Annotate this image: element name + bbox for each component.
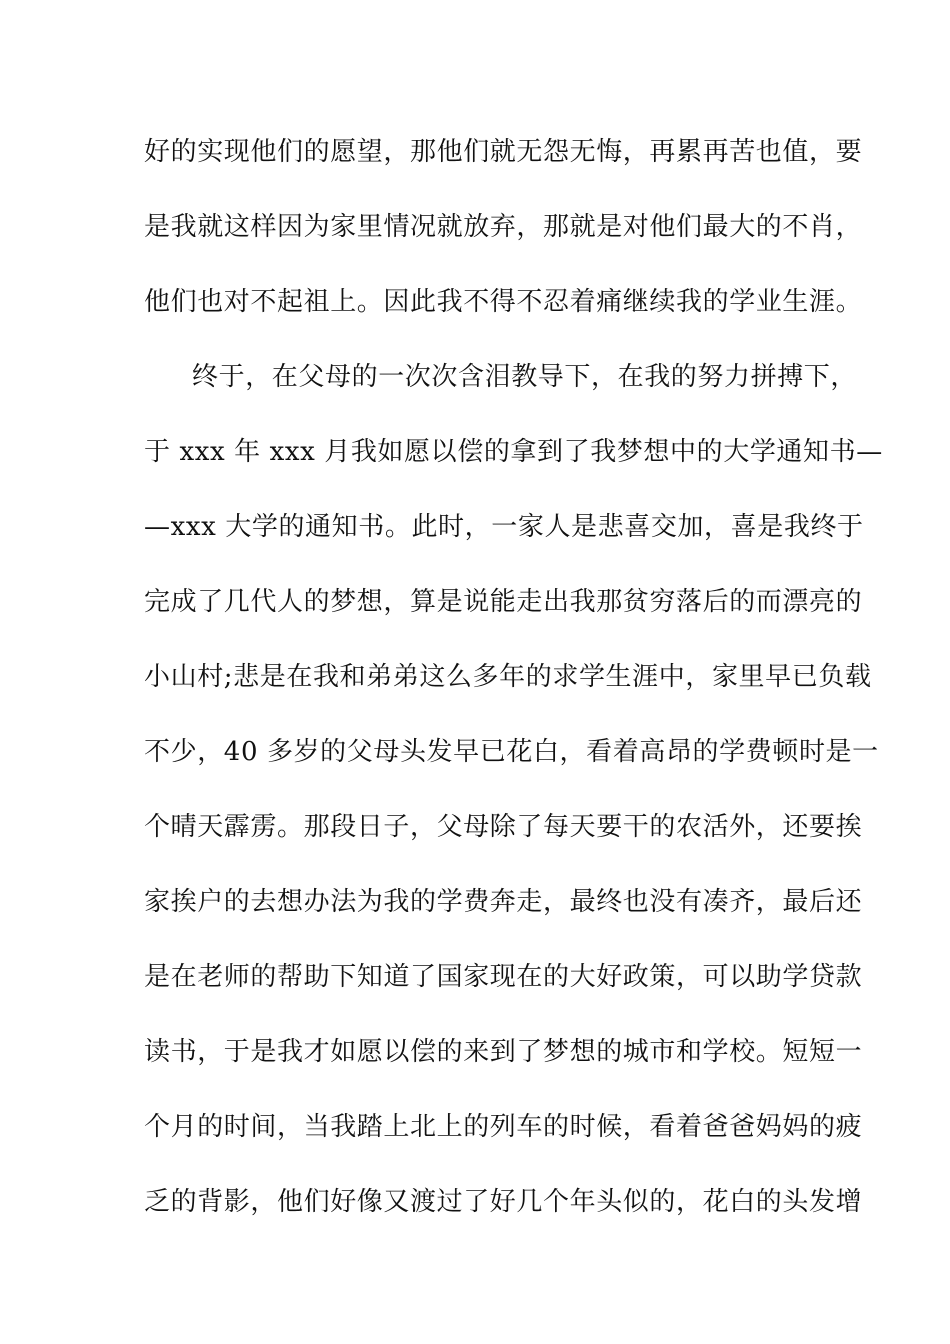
text-line-8: 小山村;悲是在我和弟弟这么多年的求学生涯中，家里早已负载: [144, 662, 872, 692]
text-line-14: 个月的时间，当我踏上北上的列车的时候，看着爸爸妈妈的疲: [144, 1112, 863, 1142]
text-line-3: 他们也对不起祖上。因此我不得不忍着痛继续我的学业生涯。: [144, 287, 863, 317]
text-line-13: 读书，于是我才如愿以偿的来到了梦想的城市和学校。短短一: [144, 1037, 863, 1067]
text-line-2: 是我就这样因为家里情况就放弃，那就是对他们最大的不肖，: [144, 212, 863, 242]
text-line-15: 乏的背影，他们好像又渡过了好几个年头似的，花白的头发增: [144, 1187, 863, 1217]
text-line-12: 是在老师的帮助下知道了国家现在的大好政策，可以助学贷款: [144, 962, 863, 992]
text-line-1: 好的实现他们的愿望，那他们就无怨无悔，再累再苦也值，要: [144, 137, 863, 167]
text-line-11: 家挨户的去想办法为我的学费奔走，最终也没有凑齐，最后还: [144, 887, 863, 917]
text-line-5: 于 xxx 年 xxx 月我如愿以偿的拿到了我梦想中的大学通知书—: [144, 437, 883, 467]
text-line-6: —xxx 大学的通知书。此时，一家人是悲喜交加，喜是我终于: [144, 512, 864, 542]
text-line-10: 个晴天霹雳。那段日子，父母除了每天要干的农活外，还要挨: [144, 812, 863, 842]
text-line-9: 不少，40 多岁的父母头发早已花白，看着高昂的学费顿时是一: [144, 737, 879, 767]
text-line-7: 完成了几代人的梦想，算是说能走出我那贫穷落后的而漂亮的: [144, 587, 863, 617]
text-line-4: 终于，在父母的一次次含泪教导下，在我的努力拼搏下，: [192, 362, 858, 392]
